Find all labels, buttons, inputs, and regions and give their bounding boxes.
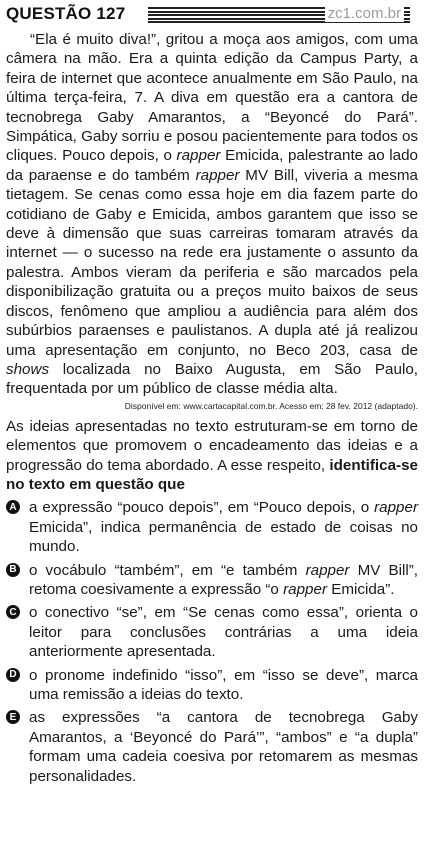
option-c[interactable]: [6, 603, 418, 661]
option-segment: Emicida”.: [327, 580, 395, 598]
option-text: as expressões “a cantora de tecnobrega Gaby Amarantos, a ‘Beyoncé do Pará’”, “ambos” e “a dupla” formam uma cadeia coesiva por retomarem as mesmas personalidades.: [29, 709, 418, 785]
answer-options: [6, 498, 418, 786]
option-text: [29, 498, 418, 556]
article-italic: shows: [6, 360, 50, 378]
article-segment: localizada no Baixo Augusta, em São Paulo, frequentada por um público de classe média alta.: [6, 360, 418, 398]
option-segment: a expressão “pouco depois”, em “Pouco depois, o: [29, 499, 375, 517]
article-italic: rapper: [195, 166, 240, 184]
question-header: [6, 4, 418, 24]
article-text: [6, 30, 418, 399]
option-text: o pronome indefinido “isso”, em “isso se deve”, marca uma remissão a ideias do texto.: [29, 666, 418, 703]
option-italic: rapper: [305, 561, 350, 579]
article-segment: Emicida, palestrante ao lado da paraense e do também: [6, 147, 418, 184]
option-segment: o vocábulo “também”, em “e também: [29, 561, 306, 579]
question-stem: [6, 417, 418, 495]
option-letter-badge: C: [6, 605, 20, 619]
option-a[interactable]: [6, 498, 418, 556]
stem-bold: identifica-se no texto em questão que: [6, 456, 418, 493]
option-letter-badge: E: [6, 710, 20, 724]
option-text: [29, 561, 418, 600]
option-e[interactable]: [6, 708, 418, 786]
option-italic: rapper: [283, 580, 328, 598]
option-letter-badge: D: [6, 668, 20, 682]
option-letter-badge: B: [6, 563, 20, 577]
option-letter-badge: A: [6, 500, 20, 514]
article-segment: “Ela é muito diva!”, gritou a moça aos amigos, com uma câmera na mão. Era a quinta edição da Campus Party, a feira de internet que acontece anualmente em São Paulo, na última terça-feira, 7. A diva em questão era a cantora de tecnobrega Gaby Amarantos, a “Beyoncé do Pará”. Simpática, Gaby sorriu e posou pacientemente para todos os cliques. Pouco depois, o: [6, 31, 418, 165]
option-b[interactable]: [6, 561, 418, 600]
option-italic: rapper: [374, 499, 418, 517]
article-italic: rapper: [176, 147, 221, 165]
stem-text: As ideias apresentadas no texto estruturam-se em torno de elementos que promovem o encadeamento das ideias e a progressão do tema abordado. A esse respeito,: [6, 417, 418, 474]
watermark: zc1.com.br: [325, 5, 404, 22]
question-title: QUESTÃO 127: [6, 4, 126, 23]
source-citation: Disponível em: www.cartacapital.com.br. Acesso em: 28 fev. 2012 (adaptado).: [124, 400, 418, 411]
option-segment: Emicida”, indica permanência de estado de coisas no mundo.: [29, 518, 418, 556]
option-segment: MV Bill”, retoma coesivamente a expressão “o: [29, 561, 418, 598]
article-segment: MV Bill, viveria a mesma tietagem. Se cenas como essa hoje em dia fazem parte do cotidiano de Gaby e Emicida, ambos garantem que isso se deve à dimensão que suas carreiras tomaram através da internet — o sucesso na rede era justamente o assunto da palestra. Ambos vieram da periferia e são marcados pela disponibilização gratuita ou a preços muito baixos de seus discos, fenômeno que ampliou a audiência para além dos subúrbios paraenses e paulistanos. A dupla até já realizou uma apresentação em conjunto, no Beco 203, casa de: [6, 166, 418, 359]
option-text: o conectivo “se”, em “Se cenas como essa”, orienta o leitor para conclusões contrárias a uma ideia anteriormente apresentada.: [29, 604, 418, 661]
option-d[interactable]: [6, 666, 418, 705]
